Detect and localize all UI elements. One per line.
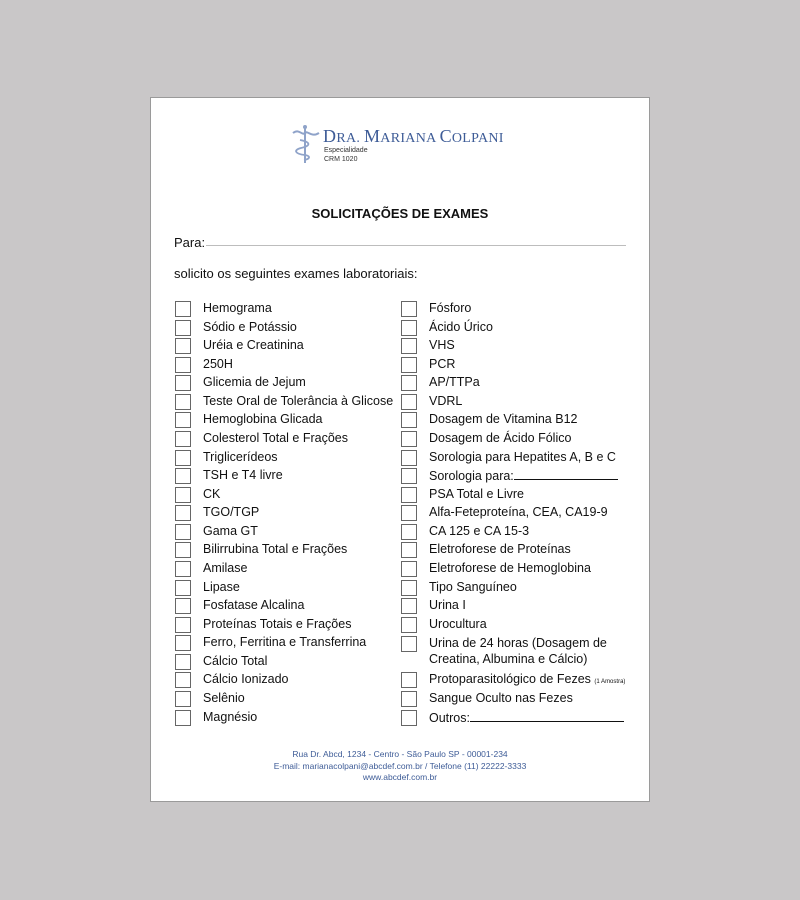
footer-contact: E-mail: marianacolpani@abcdef.com.br / Telefone (11) 22222-3333 xyxy=(273,761,527,771)
para-label: Para: xyxy=(174,235,206,250)
checkbox[interactable] xyxy=(175,394,191,410)
doctor-logo xyxy=(291,124,531,168)
checkbox[interactable] xyxy=(401,468,417,484)
checkbox[interactable] xyxy=(175,691,191,707)
feces-note: (1 Amostra) xyxy=(594,679,626,685)
checkbox[interactable] xyxy=(175,654,191,670)
checkbox[interactable] xyxy=(401,412,417,428)
checkbox[interactable] xyxy=(175,524,191,540)
checkbox[interactable] xyxy=(401,561,417,577)
checkbox[interactable] xyxy=(175,412,191,428)
checkbox[interactable] xyxy=(175,320,191,336)
footer-website[interactable]: www.abcdef.com.br xyxy=(362,772,438,782)
checkbox[interactable] xyxy=(401,524,417,540)
checkbox[interactable] xyxy=(401,338,417,354)
caduceus-icon xyxy=(291,124,321,164)
para-field-line[interactable] xyxy=(206,245,626,246)
checkbox[interactable] xyxy=(401,375,417,391)
checkbox[interactable] xyxy=(175,580,191,596)
outros-fill-line[interactable] xyxy=(470,709,624,722)
checkbox[interactable] xyxy=(175,468,191,484)
checkbox[interactable] xyxy=(401,672,417,688)
checkbox[interactable] xyxy=(175,617,191,633)
intro-text: solicito os seguintes exames laboratoriais: xyxy=(174,266,418,281)
checkbox[interactable] xyxy=(401,431,417,447)
checkbox[interactable] xyxy=(401,394,417,410)
checkbox[interactable] xyxy=(175,338,191,354)
checkbox[interactable] xyxy=(175,635,191,651)
sorologia-fill-line[interactable] xyxy=(514,467,618,480)
checkbox[interactable] xyxy=(175,450,191,466)
checkbox[interactable] xyxy=(401,598,417,614)
checkbox[interactable] xyxy=(401,691,417,707)
checkbox[interactable] xyxy=(401,320,417,336)
feces-label: Protoparasitológico de Fezes xyxy=(429,672,591,686)
sorologia-label: Sorologia para: xyxy=(429,469,514,483)
crm-label: CRM 1020 xyxy=(324,156,358,163)
checkbox[interactable] xyxy=(401,487,417,503)
checkbox[interactable] xyxy=(175,487,191,503)
doctor-name: DRA. MARIANA COLPANI xyxy=(323,126,504,146)
checkbox[interactable] xyxy=(401,710,417,726)
checkbox[interactable] xyxy=(175,301,191,317)
checkbox[interactable] xyxy=(175,561,191,577)
checkbox[interactable] xyxy=(175,598,191,614)
checkbox[interactable] xyxy=(401,580,417,596)
exam-request-sheet: DRA. MARIANA COLPANI Especialidade CRM 1020 SOLICITAÇÕES DE EXAMES Para: solicito os seguintes exames laboratoriais: Hemograma Sódio e Potássio Uréia e Creatinina 250H Glicemia de Jejum Teste Oral de Tolerância à Glicose Hemoglobina Glicada Colesterol Total e Frações Triglicerídeos TSH e T4 livre CK TGO/TGP Gama GT Bilirrubina Total e Frações Amilase Lipase Fosfatase Alcalina Proteínas Totais e Frações Ferro, Ferritina e Transferrina Cálcio Total Cálcio Ionizado Selênio Magnésio Fósforo Ácido Úrico VHS PCR AP/TTPa VDRL Dosagem de Vitamina B12 Dosagem de Ácido Fólico Sorologia para Hepatites A, B e C Sorologia para: PSA Total e Livre Alfa-Feteproteína, CEA, CA19-9 CA 125 e CA 15-3 Eletroforese de Proteínas Eletroforese de Hemoglobina Tipo Sanguíneo Urina I Urocultura Urina de 24 horas (Dosagem de Creatina, Albumina e Cálcio) Protoparasitológico de Fezes (1 Amostra) Sangue Oculto nas Fezes Outros: Rua Dr. Abcd, 1234 - Centro - São Paulo SP - 00001-234 E-mail: marianacolpani@abcdef.com.br / Telefone (11) 22222-3333 www.abcdef.com.br xyxy=(150,97,650,802)
checkbox[interactable] xyxy=(175,710,191,726)
checkbox[interactable] xyxy=(175,672,191,688)
checkbox[interactable] xyxy=(401,636,417,652)
footer-address: Rua Dr. Abcd, 1234 - Centro - São Paulo SP - 00001-234 xyxy=(292,749,508,759)
checkbox[interactable] xyxy=(401,505,417,521)
checkbox[interactable] xyxy=(401,301,417,317)
outros-label: Outros: xyxy=(429,711,470,725)
checkbox[interactable] xyxy=(401,450,417,466)
checkbox[interactable] xyxy=(175,542,191,558)
checkbox[interactable] xyxy=(175,357,191,373)
specialty-label: Especialidade xyxy=(324,147,368,154)
checkbox[interactable] xyxy=(401,617,417,633)
checkbox[interactable] xyxy=(401,357,417,373)
checkbox[interactable] xyxy=(175,505,191,521)
checkbox[interactable] xyxy=(175,375,191,391)
document-title: SOLICITAÇÕES DE EXAMES xyxy=(311,206,489,221)
checkbox[interactable] xyxy=(175,431,191,447)
checkbox[interactable] xyxy=(401,542,417,558)
